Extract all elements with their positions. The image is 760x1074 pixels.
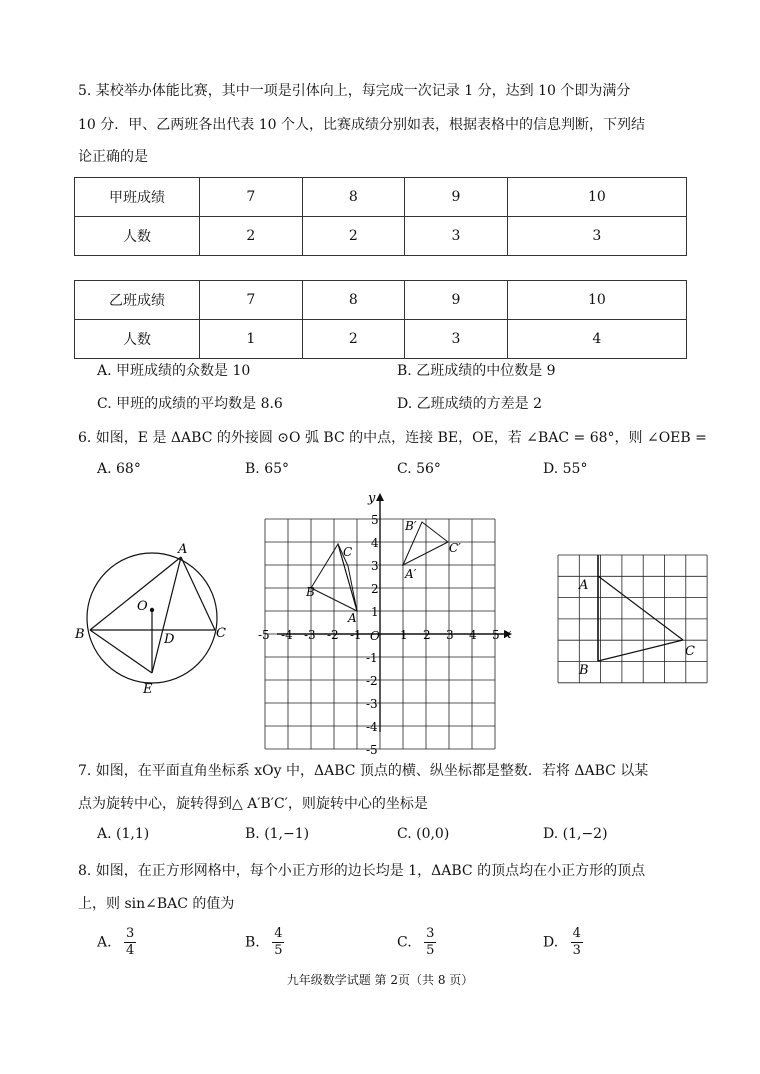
q5-line2: 10 分．甲、乙两班各出代表 10 个人，比赛成绩分别如表，根据表格中的信息判断，下列结 — [78, 117, 645, 133]
table-row — [75, 178, 687, 217]
q6-text: 6. 如图，E 是 ΔABC 的外接圆 ⊙O 弧 BC 的中点，连接 BE，OE，若 ∠BAC = 68°，则 ∠OEB = — [78, 430, 707, 446]
x-tick-label: -4 — [281, 628, 293, 642]
label-a: A — [579, 578, 589, 593]
y-axis-label: y — [368, 491, 376, 506]
denominator: 4 — [126, 943, 135, 958]
table-cell: 人数 — [75, 217, 200, 256]
label-b: B — [579, 663, 589, 678]
y-tick-label: 5 — [371, 513, 379, 527]
table-cell: 4 — [507, 320, 686, 359]
table-cell: 10 — [507, 281, 686, 320]
score-table-class-a — [74, 177, 687, 256]
page-footer: 九年级数学试题 第 2页（共 8 页） — [286, 973, 474, 987]
table-cell: 乙班成绩 — [75, 281, 200, 320]
q7-line1: 7. 如图，在平面直角坐标系 xOy 中，ΔABC 顶点的横、纵坐标都是整数．若将 ΔABC 以某 — [78, 763, 649, 779]
option-letter: B. — [245, 934, 260, 951]
segment-ac — [181, 557, 215, 630]
q8-option-c[interactable] — [397, 926, 436, 959]
table-cell: 3 — [405, 217, 508, 256]
table-cell: 2 — [302, 320, 405, 359]
x-tick-label: 4 — [469, 628, 477, 642]
q5-option-d[interactable]: D. 乙班成绩的方差是 2 — [397, 396, 542, 412]
y-tick-label: 4 — [371, 536, 379, 550]
fraction — [571, 926, 583, 959]
y-tick-label: 3 — [371, 559, 379, 573]
q5-option-a[interactable]: A. 甲班成绩的众数是 10 — [97, 363, 251, 379]
label-c: C — [343, 545, 353, 559]
table-cell: 7 — [200, 281, 303, 320]
label-a: A — [348, 611, 357, 625]
table-cell: 10 — [507, 178, 686, 217]
x-tick-label: 5 — [492, 628, 500, 642]
q7-line2: 点为旋转中心，旋转得到△ A′B′C′，则旋转中心的坐标是 — [78, 796, 428, 812]
table-cell: 3 — [405, 320, 508, 359]
q8-line2: 上，则 sin∠BAC 的值为 — [78, 896, 235, 912]
table-cell: 9 — [405, 281, 508, 320]
table-cell: 人数 — [75, 320, 200, 359]
y-tick-label: -4 — [366, 720, 378, 734]
option-letter: D. — [543, 934, 559, 951]
segment-ac — [598, 576, 683, 640]
q8-option-a[interactable] — [97, 926, 136, 959]
label-e: E — [143, 682, 153, 697]
y-tick-label: -1 — [366, 651, 378, 665]
q8-line1: 8. 如图，在正方形网格中，每个小正方形的边长均是 1，ΔABC 的顶点均在小正方形的顶点 — [78, 863, 646, 879]
x-axis-label: x — [504, 627, 512, 642]
table-cell: 甲班成绩 — [75, 178, 200, 217]
center-point — [150, 608, 154, 612]
label-c: C — [216, 626, 226, 641]
x-tick-label: -2 — [327, 628, 339, 642]
table-cell: 9 — [405, 178, 508, 217]
numerator: 4 — [572, 926, 581, 941]
segment-ae — [152, 557, 181, 673]
q7-option-b[interactable]: B. (1,−1) — [245, 826, 310, 842]
y-tick-label: -2 — [366, 674, 378, 688]
label-d: D — [164, 632, 175, 647]
x-tick-label: -3 — [304, 628, 316, 642]
q6-option-a[interactable]: A. 68° — [97, 461, 141, 477]
q5-line3: 论正确的是 — [78, 149, 148, 165]
q7-option-d[interactable]: D. (1,−2) — [543, 826, 608, 842]
denominator: 5 — [426, 943, 435, 958]
y-tick-label: -5 — [366, 743, 378, 757]
table-row — [75, 217, 687, 256]
x-tick-label: -5 — [258, 628, 270, 642]
label-c-prime: C′ — [449, 541, 461, 555]
q5-line1: 5. 某校举办体能比赛，其中一项是引体向上，每完成一次记录 1 分，达到 10 个即为满分 — [78, 83, 631, 99]
x-tick-label: 1 — [400, 628, 408, 642]
segment-ab — [90, 557, 181, 630]
y-tick-label: 2 — [371, 582, 379, 596]
table-cell: 8 — [302, 281, 405, 320]
q5-option-c[interactable]: C. 甲班的成绩的平均数是 8.6 — [97, 396, 283, 412]
segment-bc — [598, 640, 683, 661]
y-tick-label: -3 — [366, 697, 378, 711]
x-tick-label: -1 — [350, 628, 362, 642]
table-row — [75, 320, 687, 359]
label-b: B — [306, 585, 315, 599]
score-table-class-b — [74, 280, 687, 359]
table-cell: 2 — [200, 217, 303, 256]
option-letter: A. — [97, 934, 112, 951]
coordinate-figure — [258, 488, 517, 757]
square-grid-figure — [555, 552, 710, 687]
label-b-prime: B′ — [405, 519, 417, 533]
x-tick-label: 2 — [423, 628, 431, 642]
label-c: C — [685, 644, 695, 659]
table-cell: 3 — [507, 217, 686, 256]
q8-option-d[interactable] — [543, 926, 583, 959]
q5-option-b[interactable]: B. 乙班成绩的中位数是 9 — [397, 363, 556, 379]
denominator: 3 — [572, 943, 581, 958]
q7-option-c[interactable]: C. (0,0) — [397, 826, 450, 842]
fraction — [424, 926, 436, 959]
label-b: B — [75, 627, 85, 642]
denominator: 5 — [274, 943, 283, 958]
table-cell: 2 — [302, 217, 405, 256]
label-o: O — [137, 599, 148, 614]
table-cell: 1 — [200, 320, 303, 359]
label-a-prime: A′ — [405, 567, 417, 581]
fraction — [124, 926, 136, 959]
numerator: 3 — [426, 926, 435, 941]
table-row — [75, 281, 687, 320]
label-a: A — [178, 542, 188, 557]
table-cell: 7 — [200, 178, 303, 217]
fraction — [272, 926, 284, 959]
y-tick-label: 1 — [371, 605, 379, 619]
circle-figure — [70, 535, 235, 700]
option-letter: C. — [397, 934, 412, 951]
numerator: 4 — [274, 926, 283, 941]
table-cell: 8 — [302, 178, 405, 217]
y-axis-arrow — [376, 493, 384, 501]
segment-be — [90, 630, 152, 673]
q8-option-b[interactable] — [245, 926, 284, 959]
q7-option-a[interactable]: A. (1,1) — [97, 826, 150, 842]
q6-option-d[interactable]: D. 55° — [543, 461, 588, 477]
q6-option-b[interactable]: B. 65° — [245, 461, 290, 477]
x-tick-label: 3 — [446, 628, 454, 642]
numerator: 3 — [126, 926, 135, 941]
q6-option-c[interactable]: C. 56° — [397, 461, 441, 477]
origin-label: O — [370, 629, 380, 643]
